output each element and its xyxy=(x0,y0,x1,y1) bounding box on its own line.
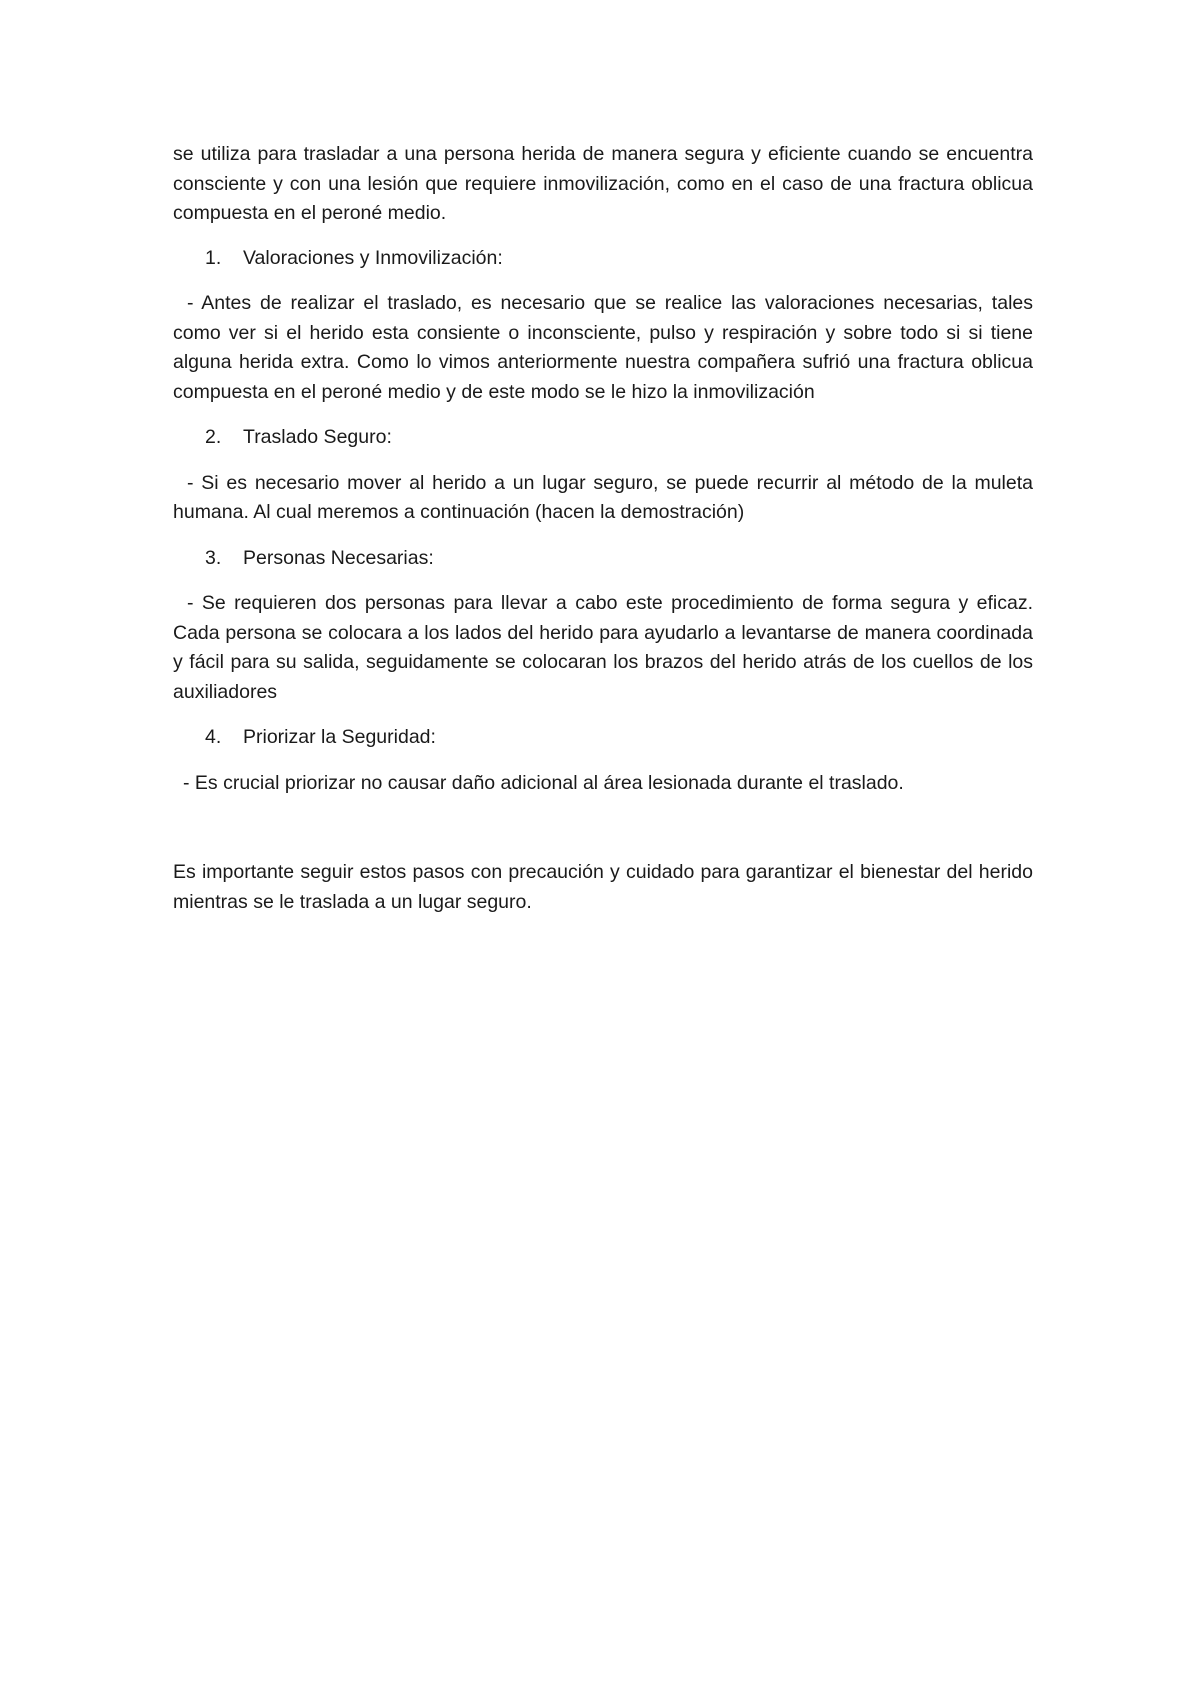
section-title: Traslado Seguro: xyxy=(243,426,392,448)
intro-paragraph: se utiliza para trasladar a una persona herida de manera segura y eficiente cuando se encuentra consciente y con una lesión que requiere inmovilización, como en el caso de una fractura oblicua compuesta en el peroné medio. xyxy=(173,143,1033,224)
section-text-2: - Si es necesario mover al herido a un lugar seguro, se puede recurrir al método de la muleta humana. Al cual meremos a continuación (hacen la demostración) xyxy=(173,471,1033,523)
section-text-3: - Se requieren dos personas para llevar a cabo este procedimiento de forma segura y eficaz. Cada persona se colocara a los lados del herido para ayudarlo a levantarse de manera coordinada y fácil para su salida, seguidamente se colocaran los brazos del herido atrás de los cuellos de los auxiliadores xyxy=(173,592,1033,703)
section-number: 1. xyxy=(205,246,222,269)
section-number: 2. xyxy=(205,426,222,448)
section-heading-4 xyxy=(173,723,1033,753)
section-number: 3. xyxy=(205,546,222,569)
section-title: Priorizar la Seguridad: xyxy=(243,726,436,748)
section-heading-1 xyxy=(173,244,1033,274)
section-text-4: - Es crucial priorizar no causar daño adicional al área lesionada durante el traslado. xyxy=(183,771,904,794)
paragraph-spacer xyxy=(173,814,1033,858)
section-title: Valoraciones y Inmovilización: xyxy=(243,246,503,269)
document-body xyxy=(173,140,1033,917)
conclusion-paragraph: Es importante seguir estos pasos con precaución y cuidado para garantizar el bienestar del herido mientras se le traslada a un lugar seguro. xyxy=(173,861,1033,913)
section-title: Personas Necesarias: xyxy=(243,546,434,569)
section-heading-2 xyxy=(173,423,1033,453)
section-number: 4. xyxy=(205,726,222,748)
section-text-1: - Antes de realizar el traslado, es necesario que se realice las valoraciones necesarias, tales como ver si el herido esta consiente o inconsciente, pulso y respiración y sobre todo si si tiene alguna herida extra. Como lo vimos anteriormente nuestra compañera sufrió una fractura oblicua compuesta en el peroné medio y de este modo se le hizo la inmovilización xyxy=(173,292,1033,403)
section-heading-3 xyxy=(173,544,1033,574)
